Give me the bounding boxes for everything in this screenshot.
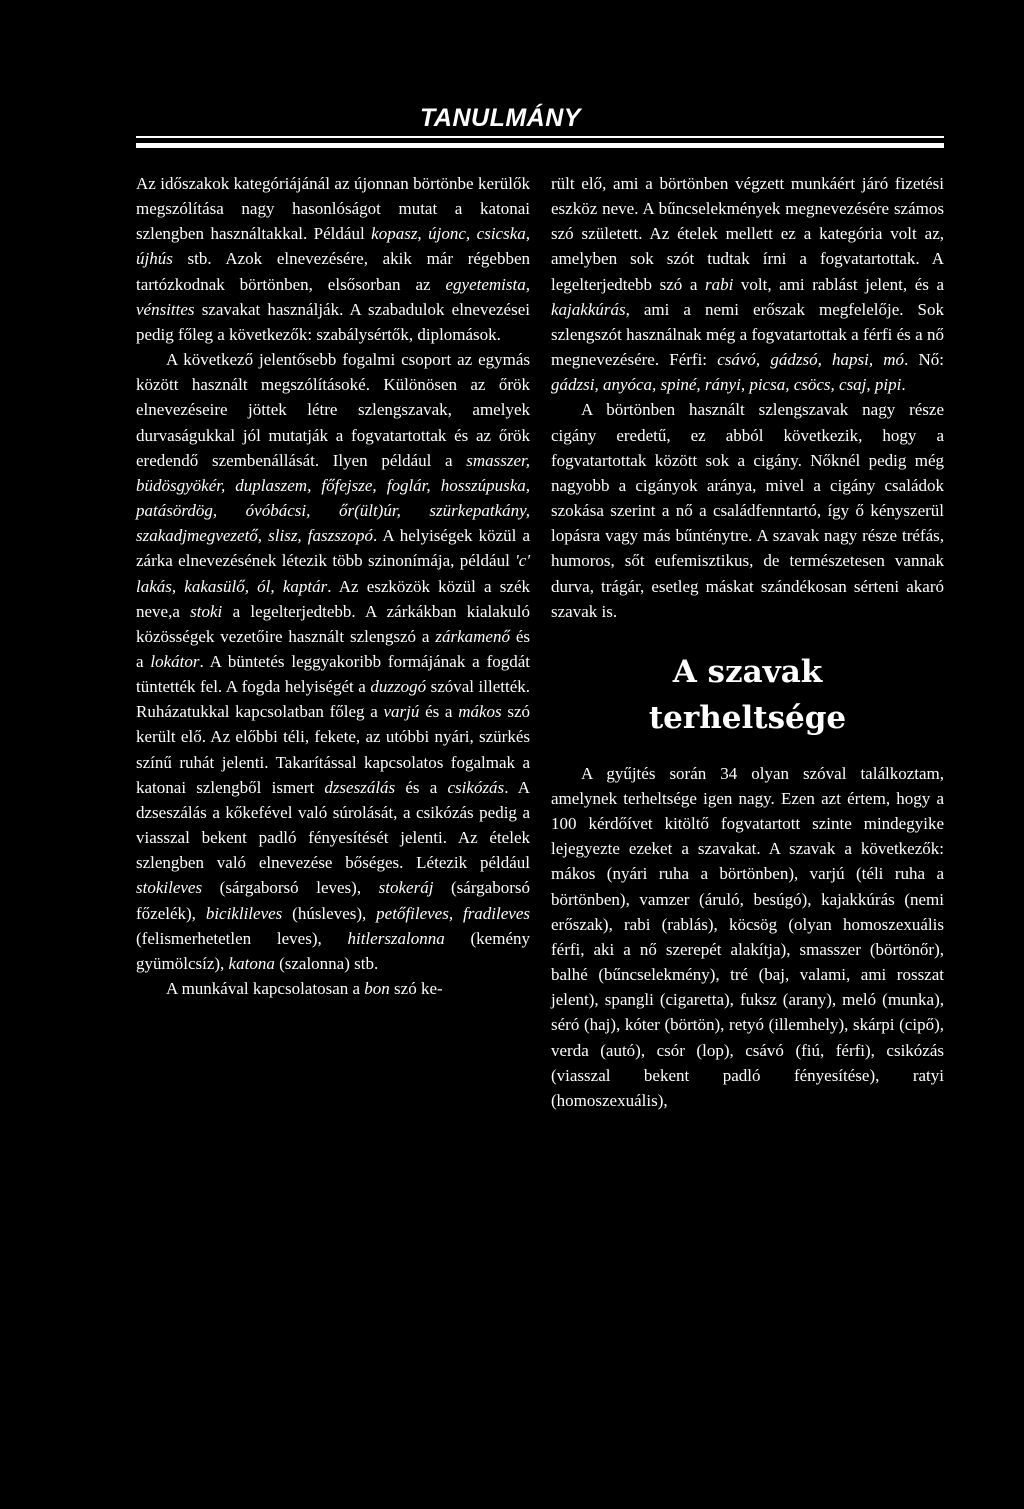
section-heading-line: terheltsége: [648, 699, 847, 736]
section-title: TANULMÁNY: [420, 104, 581, 132]
paragraph: Az időszakok kategóriájánál az újonnan börtönbe kerülők megszólítása nagy hasonlóságot mutat a katonai szlengben használtakkal. Például kopasz, újonc, csicska, újhús stb. Azok elnevezésére, akik már régebben tartózkodnak börtönben, elsősorban az egyetemista, vénsittes szavakat használják. A szabadulok elnevezései pedig főleg a következők: szabálysértők, diplomások.: [136, 174, 530, 344]
italic-term: petőfileves, fradileves: [376, 903, 531, 923]
left-column: [136, 171, 530, 1001]
italic-term: lokátor: [150, 651, 200, 671]
italic-term: csávó, gádzsó, hapsi, mó: [717, 350, 905, 370]
italic-term: stokileves: [136, 878, 203, 898]
italic-term: stokeráj: [378, 878, 434, 898]
italic-term: mákos: [458, 702, 502, 722]
italic-term: csikózás: [447, 777, 505, 797]
italic-term: smasszer, büdösgyökér, duplaszem, főfejsze, foglár, hosszúpuska, patásördög, óvóbácsi, őr(ült)úr, szürkepatkány, szakadjmegvezető, slisz, faszszopó: [136, 450, 530, 546]
paragraph: A következő jelentősebb fogalmi csoport az egymás között használt megszólításoké. Különösen az őrök elnevezéseire jöttek létre szlengszavak, amelyek durvaságukkal jól mutatják a fogvatartottak és az őrök eredendő szembenállását. Ilyen például a smasszer, büdösgyökér, duplaszem, főfejsze, foglár, hosszúpuska, patásördög, óvóbácsi, őr(ült)úr, szürkepatkány, szakadjmegvezető, slisz, faszszopó. A helyiségek közül a zárka elnevezésének létezik több szinonímája, például 'c' lakás, kakasülő, ól, kaptár. Az eszközök közül a szék neve,a stoki a legelterjedtebb. A zárkákban kialakuló közösségek vezetőire használt szlengszó a zárkamenő és a lokátor. A büntetés leggyakoribb formájának a fogdát tüntették fel. A fogda helyiségét a duzzogó szóval illették. Ruházatukkal kapcsolatban főleg a varjú és a mákos szó került elő. Az előbbi téli, fekete, az utóbbi nyári, szürkés színű ruhát jelenti. Takarítással kapcsolatos fogalmak a katonai szlengből ismert dzseszálás és a csikózás. A dzseszálás a kőkefével való súrolását, a csikózás pedig a viasszal bekent padló fényesítését jelenti. Az ételek szlengben való elnevezése bőséges. Létezik például stokileves (sárgaborsó leves), stokeráj (sárgaborsó főzelék), biciklileves (húsleves), petőfileves, fradileves (felismerhetetlen leves), hitlerszalonna (kemény gyümölcsíz), katona (szalonna) stb.: [136, 350, 531, 973]
italic-term: dzseszálás: [324, 777, 396, 797]
italic-term: biciklileves: [205, 903, 283, 923]
italic-term: varjú: [383, 702, 420, 722]
paragraph: A gyűjtés során 34 olyan szóval találkoztam, amelynek terheltsége igen nagy. Ezen azt értem, hogy a 100 kérdőívet kitöltő fogvatartott szinte mindegyike lejegyezte ezeket a szavakat. A szavak a következők: mákos (nyári ruha a börtönben), varjú (téli ruha a börtönben), vamzer (áruló, besúgó), kajakkúrás (nemi erőszak), rabi (rablás), köcsög (olyan homoszexuális férfi, aki a nő szerepét alakítja), smasszer (börtönőr), balhé (bűncselekmény), tré (baj, valami, ami rosszat jelent), spangli (cigaretta), fuksz (arany), meló (munka), séró (haj), kóter (börtön), retyó (illemhely), skárpi (cipő), verda (autó), csór (lop), csávó (fiú, férfi), csikózás (viasszal bekent padló fényesítése), ratyi (homoszexuális),: [551, 763, 944, 1110]
right-column: [551, 171, 944, 1113]
italic-term: rabi: [704, 274, 734, 294]
italic-term: katona: [228, 953, 275, 973]
header-rule-thick: [136, 143, 944, 148]
italic-term: kajakkúrás: [551, 299, 626, 319]
italic-term: kopasz, újonc, csicska, újhús: [136, 224, 530, 269]
italic-term: egyetemista, vénsittes: [136, 274, 530, 319]
italic-term: 'c' lakás, kakasülő, ól, kaptár: [136, 551, 530, 596]
italic-term: bon: [364, 979, 390, 998]
italic-term: duzzogó: [370, 677, 427, 697]
section-heading-line: A szavak: [672, 653, 823, 690]
paragraph: A munkával kapcsolatosan a bon szó ke-: [166, 979, 443, 998]
italic-term: stoki: [190, 601, 223, 621]
italic-term: gádzsi, anyóca, spiné, rányi, picsa, csöcs, csaj, pipi: [551, 375, 902, 395]
section-heading: [551, 649, 944, 741]
italic-term: hitlerszalonna: [347, 928, 445, 948]
italic-term: zárkamenő: [435, 626, 510, 646]
header-rule-thin: [136, 136, 944, 138]
paragraph: A börtönben használt szlengszavak nagy része cigány eredetű, ez abból következik, hogy a fogvatartottak között sok a cigány. Nőknél pedig még nagyobb a cigányok aránya, mivel a cigány családok szokása szerint a nő a családfenntartó, így ő kényszerül lopásra vagy más bűnténytre. A szavak nagy része tréfás, humoros, sőt eufemisztikus, de természetesen vannak durva, trágár, esetleg máskat szándékosan sérteni akaró szavak is.: [551, 400, 944, 621]
paragraph: rült elő, ami a börtönben végzett munkáért járó fizetési eszköz neve. A bűncselekmények megnevezésére számos szó született. Az ételek mellett ez a kategória volt az, amelyben sok szót tudtak írni a fogvatartottak. A legelterjedtebb szó a rabi volt, ami rablást jelent, és a kajakkúrás, ami a nemi erőszak megfelelője. Sok szlengszót használnak még a fogvatartottak a férfi és a nő megnevezésére. Férfi: csávó, gádzsó, hapsi, mó. Nő: gádzsi, anyóca, spiné, rányi, picsa, csöcs, csaj, pipi.: [551, 174, 944, 395]
